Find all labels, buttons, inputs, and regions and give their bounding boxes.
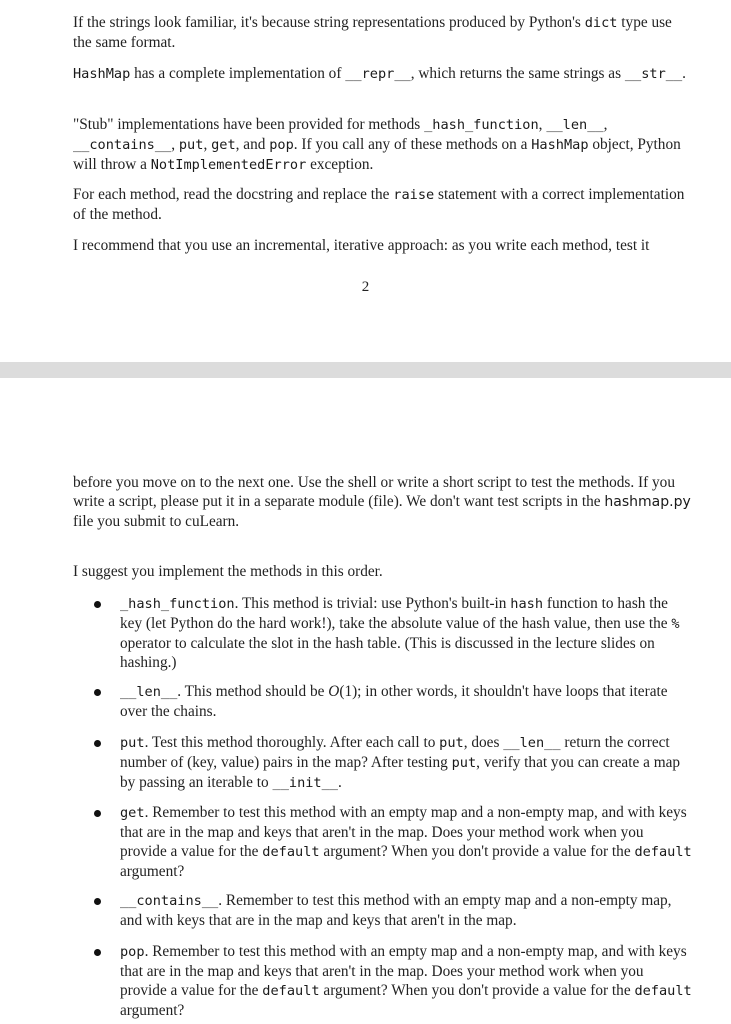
paragraph-recommend (73, 236, 693, 255)
code-contains: __contains__ (73, 137, 172, 153)
code-hashmap: HashMap (73, 66, 131, 82)
code-hashmap: HashMap (531, 137, 589, 153)
paragraph-order (73, 562, 693, 581)
list-item-pop (120, 942, 692, 1020)
code-repr: __repr__ (345, 66, 411, 82)
text: argument? (120, 863, 185, 880)
code-notimplementederror: NotImplementedError (150, 157, 307, 173)
page-separator (0, 362, 731, 378)
code-str: __str__ (624, 66, 683, 82)
text: (1); in other words, it shouldn't have loops that iterate over the chains. (120, 683, 668, 720)
list-item-hash-function (120, 594, 692, 672)
code-len: __len__ (120, 684, 178, 700)
list-item-len (120, 682, 692, 721)
text: return the correct number of (key, value) pairs in the map? After testing (120, 734, 670, 771)
list-item-get (120, 803, 692, 881)
text: statement with a correct implementation of the method. (73, 186, 685, 223)
code-default: default (262, 983, 320, 999)
text: argument? When you don't provide a value for the (319, 982, 635, 999)
text: file you submit to cuLearn. (73, 513, 240, 530)
code-len: __len__ (546, 117, 604, 133)
document-page-top (0, 0, 731, 362)
text: argument? When you don't provide a value for the (319, 843, 635, 860)
code-get: get (211, 137, 236, 153)
code-hashmap-py: hashmap.py (604, 494, 691, 510)
code-hash-function: _hash_function (120, 596, 235, 612)
code-default: default (634, 983, 692, 999)
text: . Remember to test this method with an empty map and a non-empty map, and with keys that are in the map and keys that aren't in the map. Does your method work when you provide a value for the (120, 943, 687, 999)
code-pop: pop (269, 137, 294, 153)
text: , and (235, 136, 270, 153)
bullet-icon (94, 810, 101, 817)
text: , (203, 136, 212, 153)
text: , verify that you can create a map by passing an iterable to (120, 754, 681, 791)
big-o: O (328, 683, 340, 700)
text: , (603, 116, 608, 133)
text: . Remember to test this method with an empty map and a non-empty map, and with keys that are in the map and keys that aren't in the map. (120, 892, 672, 929)
paragraph-next-one (73, 473, 693, 531)
text: argument? (120, 1002, 185, 1019)
code-hash: hash (510, 596, 544, 612)
bullet-icon (94, 689, 101, 696)
text: exception. (306, 156, 374, 173)
text: type use the same format. (73, 14, 672, 51)
text: "Stub" implementations have been provided for methods (73, 116, 425, 133)
paragraph-dict-format (73, 13, 693, 52)
bullet-icon (94, 740, 101, 747)
bullet-icon (94, 601, 101, 608)
text: . Test this method thoroughly. After each call to (144, 734, 440, 751)
code-get: get (120, 805, 145, 821)
text: I suggest you implement the methods in this order. (73, 563, 383, 580)
page-number: 2 (361, 279, 370, 295)
code-put: put (439, 735, 464, 751)
bullet-icon (94, 898, 101, 905)
text: . If you call any of these methods on a (293, 136, 532, 153)
text: has a complete implementation of (130, 65, 346, 82)
code-put: put (178, 137, 204, 153)
paragraph-docstring (73, 185, 693, 224)
text: operator to calculate the slot in the hash table. (This is discussed in the lecture slides on hashing.) (120, 635, 655, 671)
text: . This method should be (177, 683, 329, 700)
text: If the strings look familiar, it's because string representations produced by Python's (73, 14, 585, 31)
text: . This method is trivial: use Python's built-in (234, 595, 511, 612)
code-raise: raise (393, 187, 435, 203)
code-pop: pop (120, 944, 145, 960)
code-put: put (451, 755, 477, 771)
text: . Remember to test this method with an empty map and a non-empty map, and with keys that are in the map and keys that aren't in the map. Does your method work when you provide a value for the (120, 804, 687, 860)
code-init: __init__ (272, 775, 338, 791)
text: . (682, 65, 686, 82)
text: , (171, 136, 179, 153)
code-dict: dict (584, 15, 618, 31)
code-contains: __contains__ (120, 893, 219, 909)
text: , which returns the same strings as (410, 65, 625, 82)
text: , does (463, 734, 504, 751)
text: , (538, 116, 547, 133)
paragraph-repr (73, 64, 693, 84)
code-put: put (120, 735, 145, 751)
document-page-bottom (0, 378, 731, 1024)
text: I recommend that you use an incremental, iterative approach: as you write each method, test it (73, 237, 650, 254)
paragraph-stubs (73, 115, 693, 175)
list-item-contains (120, 891, 692, 930)
text: before you move on to the next one. Use the shell or write a short script to test the methods. If you write a script, please put it in a separate module (file). We don't want test scripts in the (73, 474, 675, 510)
text: For each method, read the docstring and replace the (73, 186, 394, 203)
text: . (338, 774, 342, 791)
code-default: default (262, 844, 320, 860)
code-len: __len__ (503, 735, 561, 751)
text: object, Python will throw a (73, 136, 681, 173)
bullet-icon (94, 949, 101, 956)
text: function to hash the key (let Python do the hard work!), take the absolute value of the hash value, then use the (120, 595, 672, 632)
list-item-put (120, 733, 692, 793)
code-percent: % (671, 616, 680, 632)
code-hash-function: _hash_function (424, 117, 539, 133)
code-default: default (634, 844, 692, 860)
